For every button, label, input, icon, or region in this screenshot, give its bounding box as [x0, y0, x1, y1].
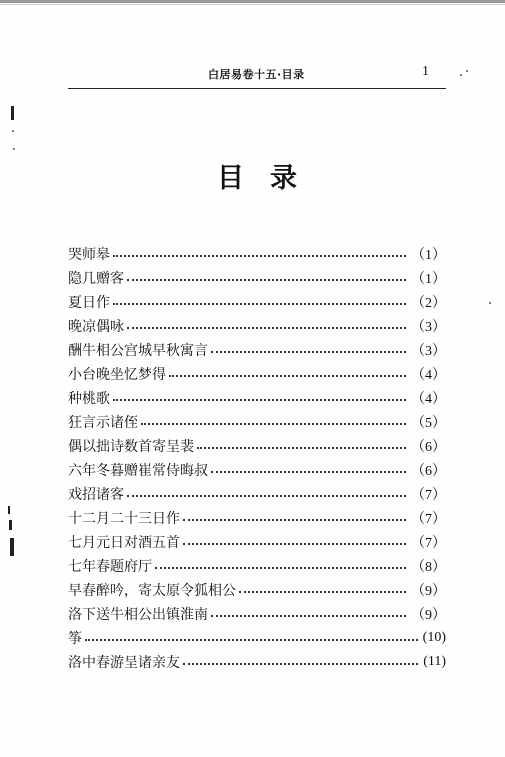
- scan-edge-line: [0, 4, 505, 5]
- toc-entry-page: （3）: [411, 320, 446, 335]
- toc-entry-page: （1）: [411, 248, 446, 263]
- page-title: 目录: [217, 163, 323, 194]
- header-rule: [68, 88, 446, 89]
- toc-entry-page: （3）: [411, 344, 446, 359]
- toc-entry-title: 小台晚坐忆梦得: [68, 367, 166, 383]
- page-number: 1: [422, 64, 429, 79]
- table-of-contents: [68, 242, 446, 674]
- toc-entry-page: （7）: [411, 512, 446, 527]
- toc-entry: [68, 458, 446, 482]
- toc-entry-page: (10): [422, 630, 446, 645]
- toc-entry-title: 早春醉吟，寄太原令狐相公: [68, 583, 236, 599]
- toc-entry-page: （6）: [411, 440, 446, 455]
- toc-entry: [68, 530, 446, 554]
- toc-entry-title: 晚凉偶咏: [68, 319, 124, 335]
- toc-entry: [68, 242, 446, 266]
- toc-entry-page: (11): [423, 654, 446, 669]
- toc-entry-title: 种桃歌: [68, 391, 110, 407]
- toc-entry-title: 七月元日对酒五首: [68, 535, 180, 551]
- toc-entry-page: （2）: [411, 296, 446, 311]
- toc-entry-page: （4）: [411, 368, 446, 383]
- toc-entry-title: 夏日作: [68, 295, 110, 311]
- dot-leader: [183, 543, 406, 545]
- toc-entry-title: 偶以拙诗数首寄呈裴: [68, 439, 194, 455]
- toc-entry: [68, 626, 446, 650]
- dot-leader: [155, 567, 406, 569]
- toc-entry: [68, 386, 446, 410]
- toc-entry-page: （5）: [411, 416, 446, 431]
- dot-leader: [127, 495, 406, 497]
- toc-entry-page: （9）: [411, 584, 446, 599]
- dot-leader: [113, 303, 406, 305]
- toc-entry-title: 酬牛相公宫城早秋寓言: [68, 343, 208, 359]
- scan-mark: [9, 520, 12, 530]
- toc-entry-title: 十二月二十三日作: [68, 511, 180, 527]
- dot-leader: [113, 255, 406, 257]
- toc-entry-page: （7）: [411, 536, 446, 551]
- toc-entry-page: （8）: [411, 560, 446, 575]
- toc-entry-page: （4）: [411, 392, 446, 407]
- toc-entry: [68, 602, 446, 626]
- toc-entry-title: 戏招诸客: [68, 487, 124, 503]
- dot-leader: [183, 663, 418, 665]
- dot-leader: [127, 279, 406, 281]
- dot-leader: [113, 399, 406, 401]
- toc-entry: [68, 554, 446, 578]
- toc-entry: [68, 410, 446, 434]
- toc-entry-title: 隐几赠客: [68, 271, 124, 287]
- dot-leader: [239, 591, 406, 593]
- scan-edge-top: [0, 0, 505, 3]
- toc-entry-title: 七年春题府厅: [68, 559, 152, 575]
- scan-speck: [460, 74, 462, 76]
- toc-entry-title: 洛下送牛相公出镇淮南: [68, 607, 208, 623]
- dot-leader: [197, 447, 406, 449]
- scan-speck: [12, 130, 14, 132]
- scan-speck: [13, 148, 15, 150]
- toc-entry: [68, 314, 446, 338]
- toc-entry-title: 哭师皋: [68, 247, 110, 263]
- toc-entry-page: （1）: [411, 272, 446, 287]
- toc-entry-page: （7）: [411, 488, 446, 503]
- scan-speck: [466, 70, 468, 72]
- toc-entry: [68, 650, 446, 674]
- running-head: 白居易卷十五·目录: [208, 68, 305, 81]
- dot-leader: [169, 375, 406, 377]
- toc-entry: [68, 290, 446, 314]
- toc-entry-title: 六年冬暮赠崔常侍晦叔: [68, 463, 208, 479]
- dot-leader: [183, 519, 406, 521]
- scan-mark: [8, 506, 10, 514]
- toc-entry-page: （6）: [411, 464, 446, 479]
- toc-entry: [68, 266, 446, 290]
- toc-entry: [68, 578, 446, 602]
- dot-leader: [127, 327, 406, 329]
- scan-mark: [10, 538, 14, 556]
- toc-entry-title: 狂言示诸侄: [68, 415, 138, 431]
- dot-leader: [211, 615, 406, 617]
- dot-leader: [211, 351, 406, 353]
- toc-entry: [68, 434, 446, 458]
- toc-entry-page: （9）: [411, 608, 446, 623]
- toc-entry-title: 洛中春游呈诸亲友: [68, 655, 180, 671]
- scan-mark: [11, 106, 14, 120]
- dot-leader: [141, 423, 406, 425]
- toc-entry: [68, 482, 446, 506]
- dot-leader: [85, 639, 418, 641]
- toc-entry-title: 筝: [68, 631, 82, 647]
- toc-entry: [68, 362, 446, 386]
- toc-entry: [68, 506, 446, 530]
- dot-leader: [211, 471, 406, 473]
- scan-speck: [489, 302, 491, 304]
- toc-entry: [68, 338, 446, 362]
